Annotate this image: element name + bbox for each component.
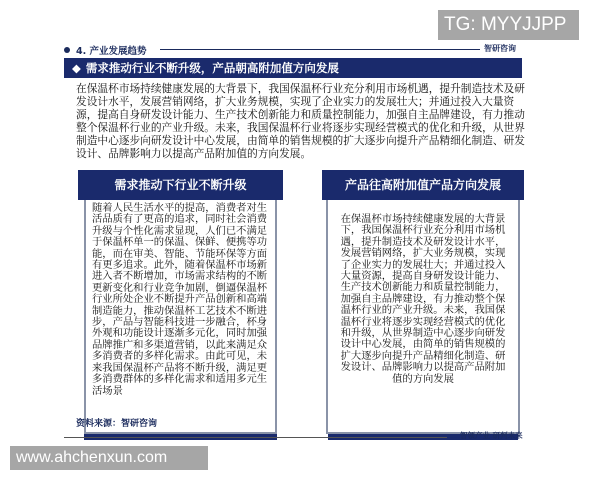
footer-slogan: 智领产业 研判未来 — [460, 431, 523, 440]
right-card-title: 产品往高附加值产品方向发展 — [322, 170, 524, 200]
left-card-title: 需求推动下行业不断升级 — [78, 170, 283, 200]
right-card-body: 在保温杯市场持续健康发展的大背景下，我国保温杯行业充分利用市场机遇，提升制造技术及研发设计水平，发展营销网络，扩大业务规模，实现了企业实力的发展壮大；并通过投入大量资源，提高自身研发设计能力、生产技术创新能力和质量控制能力，加强自主品牌建设，有力推动整个保温杯行业的产业升级。未来，我国保温杯行业将逐步实现经营模式的优化和升级，从世界制造中心逐步向研发设计中心发展，由简单的销售规模的扩大逐步向提升产品精细化制造、研发设计、品牌影响力以提高产品附加值的方向发展 — [326, 200, 520, 434]
intro-paragraph: 在保温杯市场持续健康发展的大背景下，我国保温杯行业充分利用市场机遇，提升制造技术及研发设计水平，发展营销网络，扩大业务规模，实现了企业实力的发展壮大；并通过投入大量资源，提高自身研发设计能力、生产技术创新能力和质量控制能力，加强自主品牌建设，有力推动整个保温杯行业的产业升级。未来，我国保温杯行业将逐步实现经营模式的优化和升级，从世界制造中心逐步向研发设计中心发展，由简单的销售规模的扩大逐步向提升产品精细化制造、研发设计、品牌影响力以提高产品附加值的方向发展。 — [76, 82, 525, 160]
source-note: 资料来源：智研咨询 — [76, 419, 158, 429]
headline-banner — [64, 58, 522, 78]
diamond-icon: ◆ — [72, 61, 81, 75]
brand-logo: 智研咨询 — [484, 44, 516, 53]
section-title: 4. 产业发展趋势 — [76, 46, 147, 57]
left-card — [78, 170, 283, 440]
bullet-dot-icon — [64, 47, 70, 53]
site-watermark: www.ahchenxun.com — [10, 446, 208, 470]
headline-text: 需求推动行业不断升级，产品朝高附加值方向发展 — [85, 61, 339, 75]
right-card — [322, 170, 524, 440]
footer-divider — [64, 437, 447, 438]
tg-watermark: TG: MYYJJPP — [438, 10, 579, 40]
left-card-body: 随着人民生活水平的提高，消费者对生活品质有了更高的追求，同时社会消费升级与个性化需求显现，人们已不满足于保温杯单一的保温、保鲜、便携等功能，而在审美、智能、节能环保等方面有更多追求。此外，随着保温杯市场新进入者不断增加，市场需求结构的不断更新变化和行业竞争加剧，倒逼保温杯行业所处企业不断提升产品创新和高端制造能力，推动保温杯工艺技术不断进步，产品与智能科技进一步融合，杯身外观和功能设计逐渐多元化，同时加强品牌推广和多渠道营销，以此来满足众多消费者的多样化需求。由此可见，未来我国保温杯产品将不断升级，满足更多消费群体的多样化需求和适用多元生活场景 — [84, 200, 277, 434]
section-divider — [160, 49, 480, 50]
